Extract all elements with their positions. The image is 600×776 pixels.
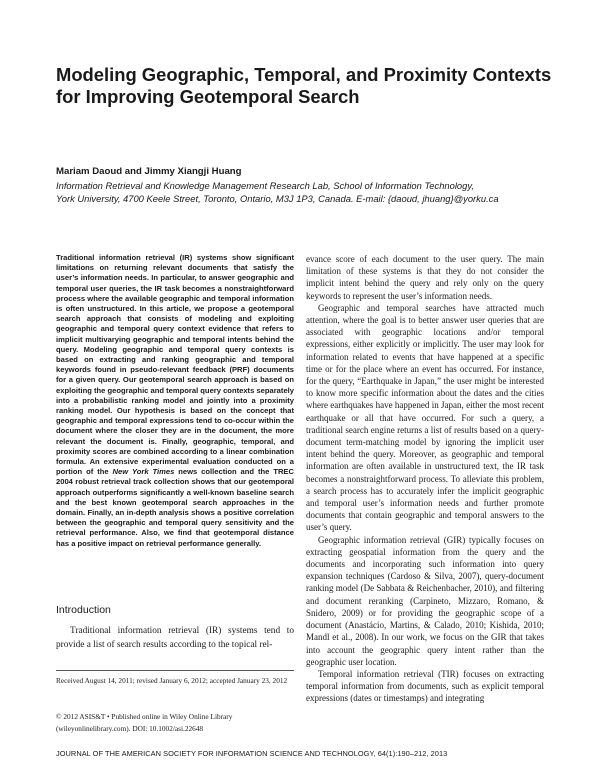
journal-footer: JOURNAL OF THE AMERICAN SOCIETY FOR INFORMATION SCIENCE AND TECHNOLOGY, 64(1):190–212, 2013 [56, 749, 448, 758]
abstract [56, 253, 294, 549]
section-heading: Introduction [56, 604, 111, 616]
affiliation-line: Information Retrieval and Knowledge Management Research Lab, School of Information Technology, [56, 180, 474, 191]
copyright-notice: © 2012 ASIS&T • Published online in Wiley Online Library (wileyonlinelibrary.com). DOI: 10.1002/asi.22648 [56, 712, 233, 733]
abstract-italic: New York Times [112, 467, 175, 477]
right-column [306, 253, 544, 705]
body-paragraph: Geographic information retrieval (GIR) typically focuses on extracting geospatial information from the query and the documents and incorporating such information into query expansion techniques (Cardoso & Silva, 2007), query-document ranking model (De Sabbata & Reichenbacher, 2010), and filtering and document reranking (Carpineto, Mizzaro, Romano, & Snidero, 2009) or for providing the geographic scope of a document (Anastácio, Martins, & Calado, 2010; Kishida, 2010; Mandl et al., 2008). In our work, we focus on the GIR that takes into account the geographic query intent rather than the geographic user location. [306, 534, 544, 667]
paper-title [56, 64, 556, 108]
affiliation-line: York University, 4700 Keele Street, Toronto, Ontario, M3J 1P3, Canada. E-mail: {daoud, jhuang}@yorku.ca [56, 192, 499, 204]
title-line: Modeling Geographic, Temporal, and Proximity Contexts [56, 64, 552, 85]
abstract-text: news collection and the TREC 2004 robust retrieval track collection shows that our geotemporal approach outperforms significantly a well-known baseline search and the best known geotemporal search approaches in the domain. Finally, an in-depth analysis shows a positive correlation between the geographic and temporal query sensitivity and the retrieval performance. Also, we find that geotemporal distance has a positive impact on retrieval performance generally. [56, 467, 294, 548]
body-paragraph: Temporal information retrieval (TIR) focuses on extracting temporal information from documents, such as explicit temporal expressions (dates or timestamps) and integrating [306, 668, 544, 704]
intro-paragraph: Traditional information retrieval (IR) systems tend to provide a list of search results according to the topical rel- [56, 626, 294, 650]
footnote-divider [56, 670, 294, 671]
abstract-text: Traditional information retrieval (IR) systems show significant limitations on returning relevant documents that satisfy the user’s information needs. In particular, to answer geographic and temporal user queries, the IR task becomes a nonstraightforward process where the available geographic and temporal information is often unstructured. In this article, we propose a geotemporal search approach that consists of modeling and exploiting geographic and temporal query context evidence that refers to implicit multivarying geographic and temporal intents behind the query. Modeling geographic and temporal query contexts is based on extracting and ranking geographic and temporal keywords found in pseudo-relevant feedback (PRF) documents for a given query. Our geotemporal search approach is based on exploiting the geographic and temporal query contexts separately into a probabilistic ranking model and jointly into a proximity ranking model. Our hypothesis is based on the concept that geographic and temporal expressions tend to co-occur within the document where the closer they are in the document, the more relevant the document is. Finally, geographic, temporal, and proximity scores are combined according to a linear combination formula. An extensive experimental evaluation conducted on a portion of the [56, 253, 294, 477]
body-paragraph: evance score of each document to the user query. The main limitation of these systems is that they do not consider the implicit intent behind the query and rely only on the query keywords to represent the user’s information needs. [306, 254, 544, 301]
affiliation [56, 180, 556, 205]
title-line: for Improving Geotemporal Search [56, 86, 360, 107]
body-paragraph: Geographic and temporal searches have attracted much attention, where the goal is to better answer user queries that are associated with geographic locations and/or temporal expressions, either explicitly or implicitly. The user may look for information related to events that have happened at a specific time or for the place where an event has occurred. For instance, for the query, “Earthquake in Japan,” the user might be interested to know more specific information about the dates and the cities where earthquakes have happened in Japan, either the most recent earthquake or all that have occurred. For such a query, a traditional search engine returns a list of results based on a query-document term-matching model by ignoring the implicit user intent behind the query. Moreover, as geographic and temporal information are often available in unstructured text, the IR task becomes a nonstraightforward process. To alleviate this problem, a search process has to accurately infer the implicit geographic and temporal user’s information needs and further promote documents that contain geographic and temporal answers to the user’s query. [306, 302, 544, 533]
authors: Mariam Daoud and Jimmy Xiangji Huang [56, 166, 242, 177]
received-dates: Received August 14, 2011; revised January 6, 2012; accepted January 23, 2012 [56, 676, 288, 685]
